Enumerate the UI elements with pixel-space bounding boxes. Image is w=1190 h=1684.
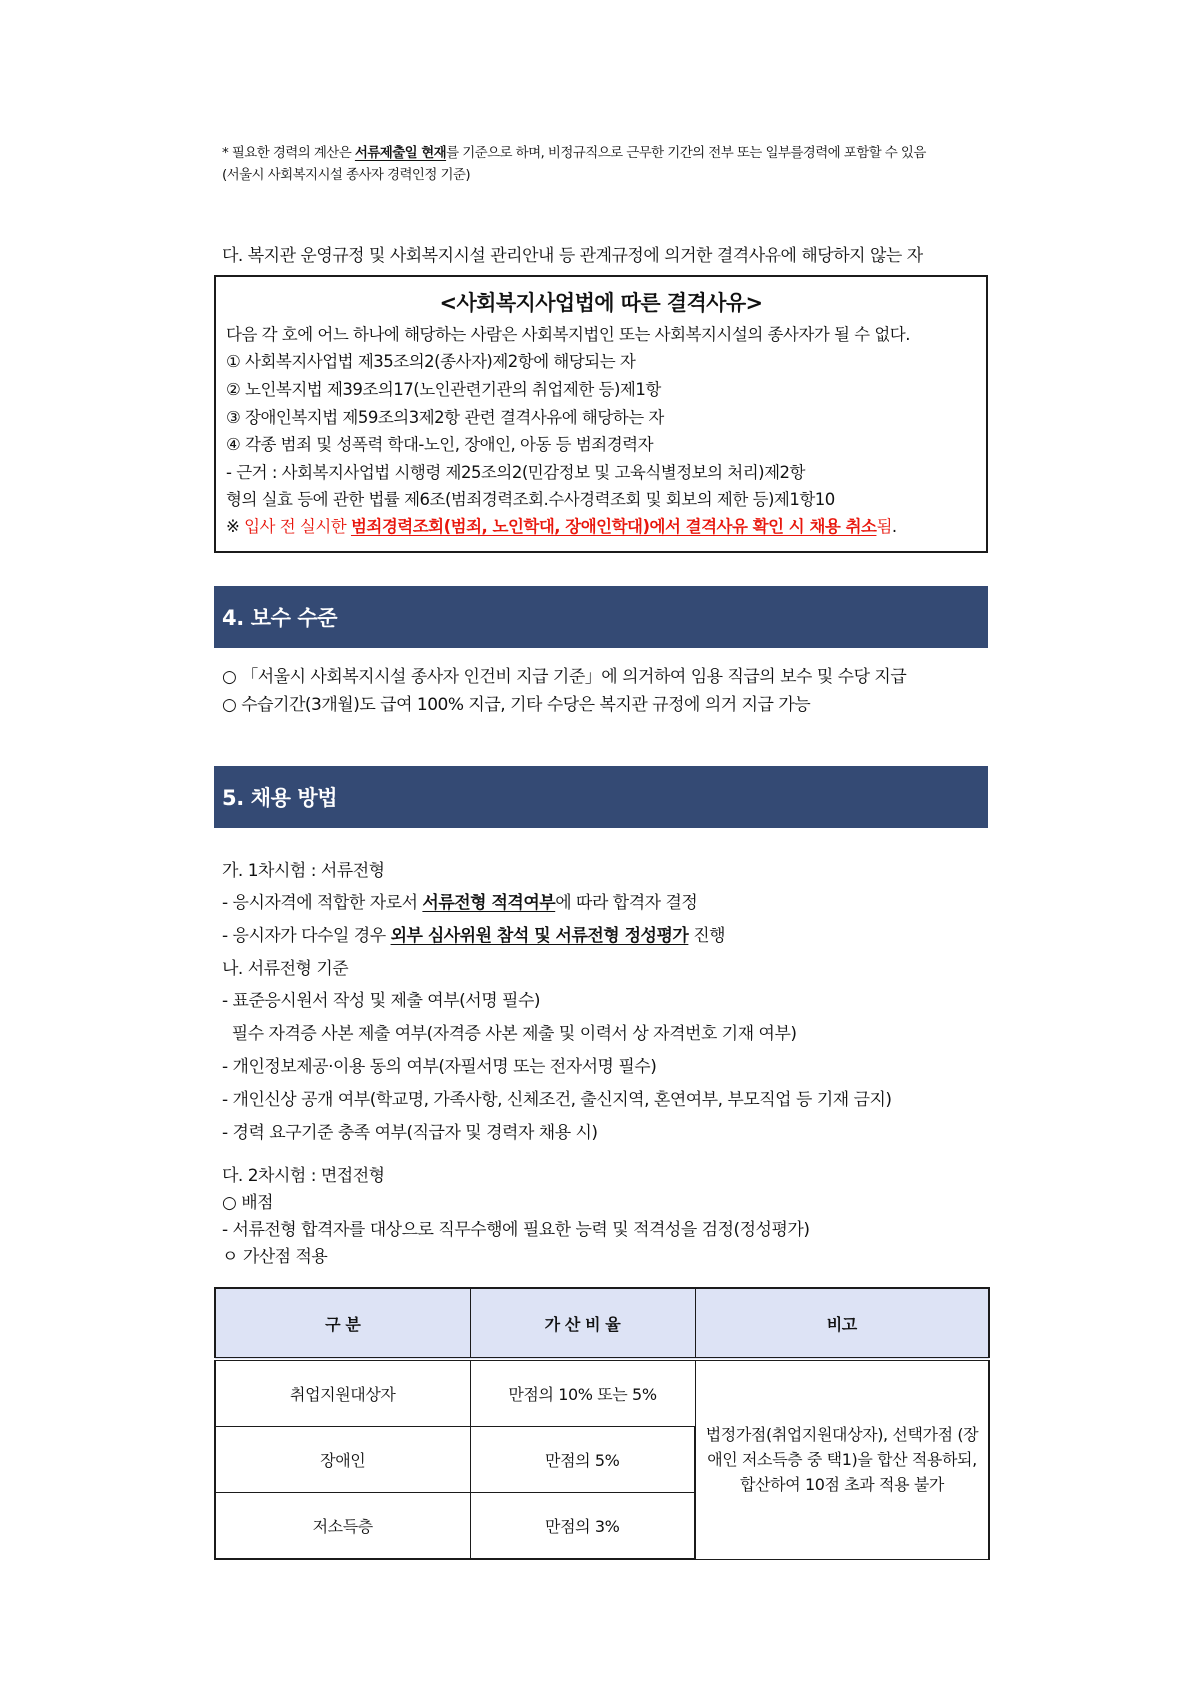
second-round-line: ㅇ 가산점 적용	[222, 1247, 328, 1267]
criteria-item: 필수 자격증 사본 제출 여부(자격증 사본 제출 및 이력서 상 자격번호 기재 여부)	[222, 1024, 797, 1044]
second-round-line: - 서류전형 합격자를 대상으로 직무수행에 필요한 능력 및 적격성을 검정(정성평가)	[222, 1220, 810, 1240]
line-text: 에 따라 합격자 결정	[555, 893, 698, 913]
criteria-item: - 표준응시원서 작성 및 제출 여부(서명 필수)	[222, 991, 540, 1011]
table-header-row	[215, 1288, 989, 1359]
bonus-points-table	[214, 1287, 990, 1560]
rate-cell: 만점의 10% 또는 5%	[470, 1359, 695, 1427]
line-text: 진행	[688, 926, 726, 946]
requirement-c: 다. 복지관 운영규정 및 사회복지시설 관리안내 등 관계규정에 의거한 결격사유에 해당하지 않는 자	[222, 246, 923, 266]
remark-cell: 법정가점(취업지원대상자), 선택가점 (장애인 저소득층 중 택1)을 합산 적용하되, 합산하여 10점 초과 적용 불가	[695, 1359, 989, 1559]
section-header-hiring: 5. 채용 방법	[214, 766, 988, 828]
warning-text: .	[891, 517, 897, 536]
warning-text: 됨	[876, 517, 892, 536]
header-remark: 비고	[695, 1288, 989, 1359]
section-header-salary: 4. 보수 수준	[214, 586, 988, 648]
criteria-item: - 개인정보제공·이용 동의 여부(자필서명 또는 전자서명 필수)	[222, 1057, 657, 1077]
salary-line: ○ 「서울시 사회복지시설 종사자 인건비 지급 기준」에 의거하여 임용 직급의 보수 및 수당 지급	[222, 667, 907, 687]
note-text: * 필요한 경력의 계산은	[222, 145, 355, 161]
box-item: ③ 장애인복지법 제59조의3제2항 관련 결격사유에 해당하는 자	[226, 408, 664, 427]
second-round-title: 다. 2차시험 : 면접전형	[222, 1166, 385, 1186]
career-note-line1	[222, 141, 926, 161]
header-rate: 가 산 비 율	[470, 1288, 695, 1359]
first-round-line	[222, 921, 725, 946]
box-title: <사회복지사업법에 따른 결격사유>	[439, 291, 763, 315]
salary-line: ○ 수습기간(3개월)도 급여 100% 지급, 기타 수당은 복지관 규정에 의거 지급 가능	[222, 695, 811, 715]
first-round-title: 가. 1차시험 : 서류전형	[222, 861, 385, 881]
line-emphasis: 외부 심사위원 참석 및 서류전형 정성평가	[390, 926, 689, 946]
box-item: ② 노인복지법 제39조의17(노인관련기관의 취업제한 등)제1항	[226, 380, 661, 399]
criteria-title: 나. 서류전형 기준	[222, 959, 349, 979]
career-note-line2: (서울시 사회복지시설 종사자 경력인정 기준)	[222, 167, 471, 183]
box-basis: 형의 실효 등에 관한 법률 제6조(범죄경력조회.수사경력조회 및 회보의 제한 등)제1항10	[226, 490, 835, 509]
disqualification-box	[214, 275, 988, 553]
category-cell: 저소득층	[215, 1493, 470, 1560]
box-intro: 다음 각 호에 어느 하나에 해당하는 사람은 사회복지법인 또는 사회복지시설의 종사자가 될 수 없다.	[226, 325, 910, 344]
header-category: 구 분	[215, 1288, 470, 1359]
rate-cell: 만점의 5%	[470, 1427, 695, 1493]
box-basis: - 근거 : 사회복지사업법 시행령 제25조의2(민감정보 및 고육식별정보의 처리)제2항	[226, 463, 805, 482]
box-warning	[226, 513, 897, 537]
line-text: - 응시자가 다수일 경우	[222, 926, 391, 946]
note-emphasis: 서류제출일 현재	[354, 145, 447, 161]
line-emphasis: 서류전형 적격여부	[422, 893, 556, 913]
box-item: ① 사회복지사업법 제35조의2(종사자)제2항에 해당되는 자	[226, 352, 636, 371]
box-item: ④ 각종 범죄 및 성폭력 학대-노인, 장애인, 아동 등 범죄경력자	[226, 435, 654, 454]
criteria-item: - 개인신상 공개 여부(학교명, 가족사항, 신체조건, 출신지역, 혼연여부, 부모직업 등 기재 금지)	[222, 1090, 892, 1110]
category-cell: 장애인	[215, 1427, 470, 1493]
first-round-line	[222, 888, 697, 913]
second-round-line: ○ 배점	[222, 1193, 274, 1213]
warning-mark: ※	[226, 517, 245, 536]
criteria-item: - 경력 요구기준 충족 여부(직급자 및 경력자 채용 시)	[222, 1123, 598, 1143]
warning-emphasis: 범죄경력조회(범죄, 노인학대, 장애인학대)에서 결격사유 확인 시 채용 취소	[350, 517, 877, 536]
line-text: - 응시자격에 적합한 자로서	[222, 893, 423, 913]
warning-text: 입사 전 실시한	[244, 517, 351, 536]
table-row	[215, 1359, 989, 1427]
rate-cell: 만점의 3%	[470, 1493, 695, 1560]
note-text: 를 기준으로 하며, 비정규직으로 근무한 기간의 전부 또는 일부를경력에 포함할 수 있음	[446, 145, 926, 161]
category-cell: 취업지원대상자	[215, 1359, 470, 1427]
